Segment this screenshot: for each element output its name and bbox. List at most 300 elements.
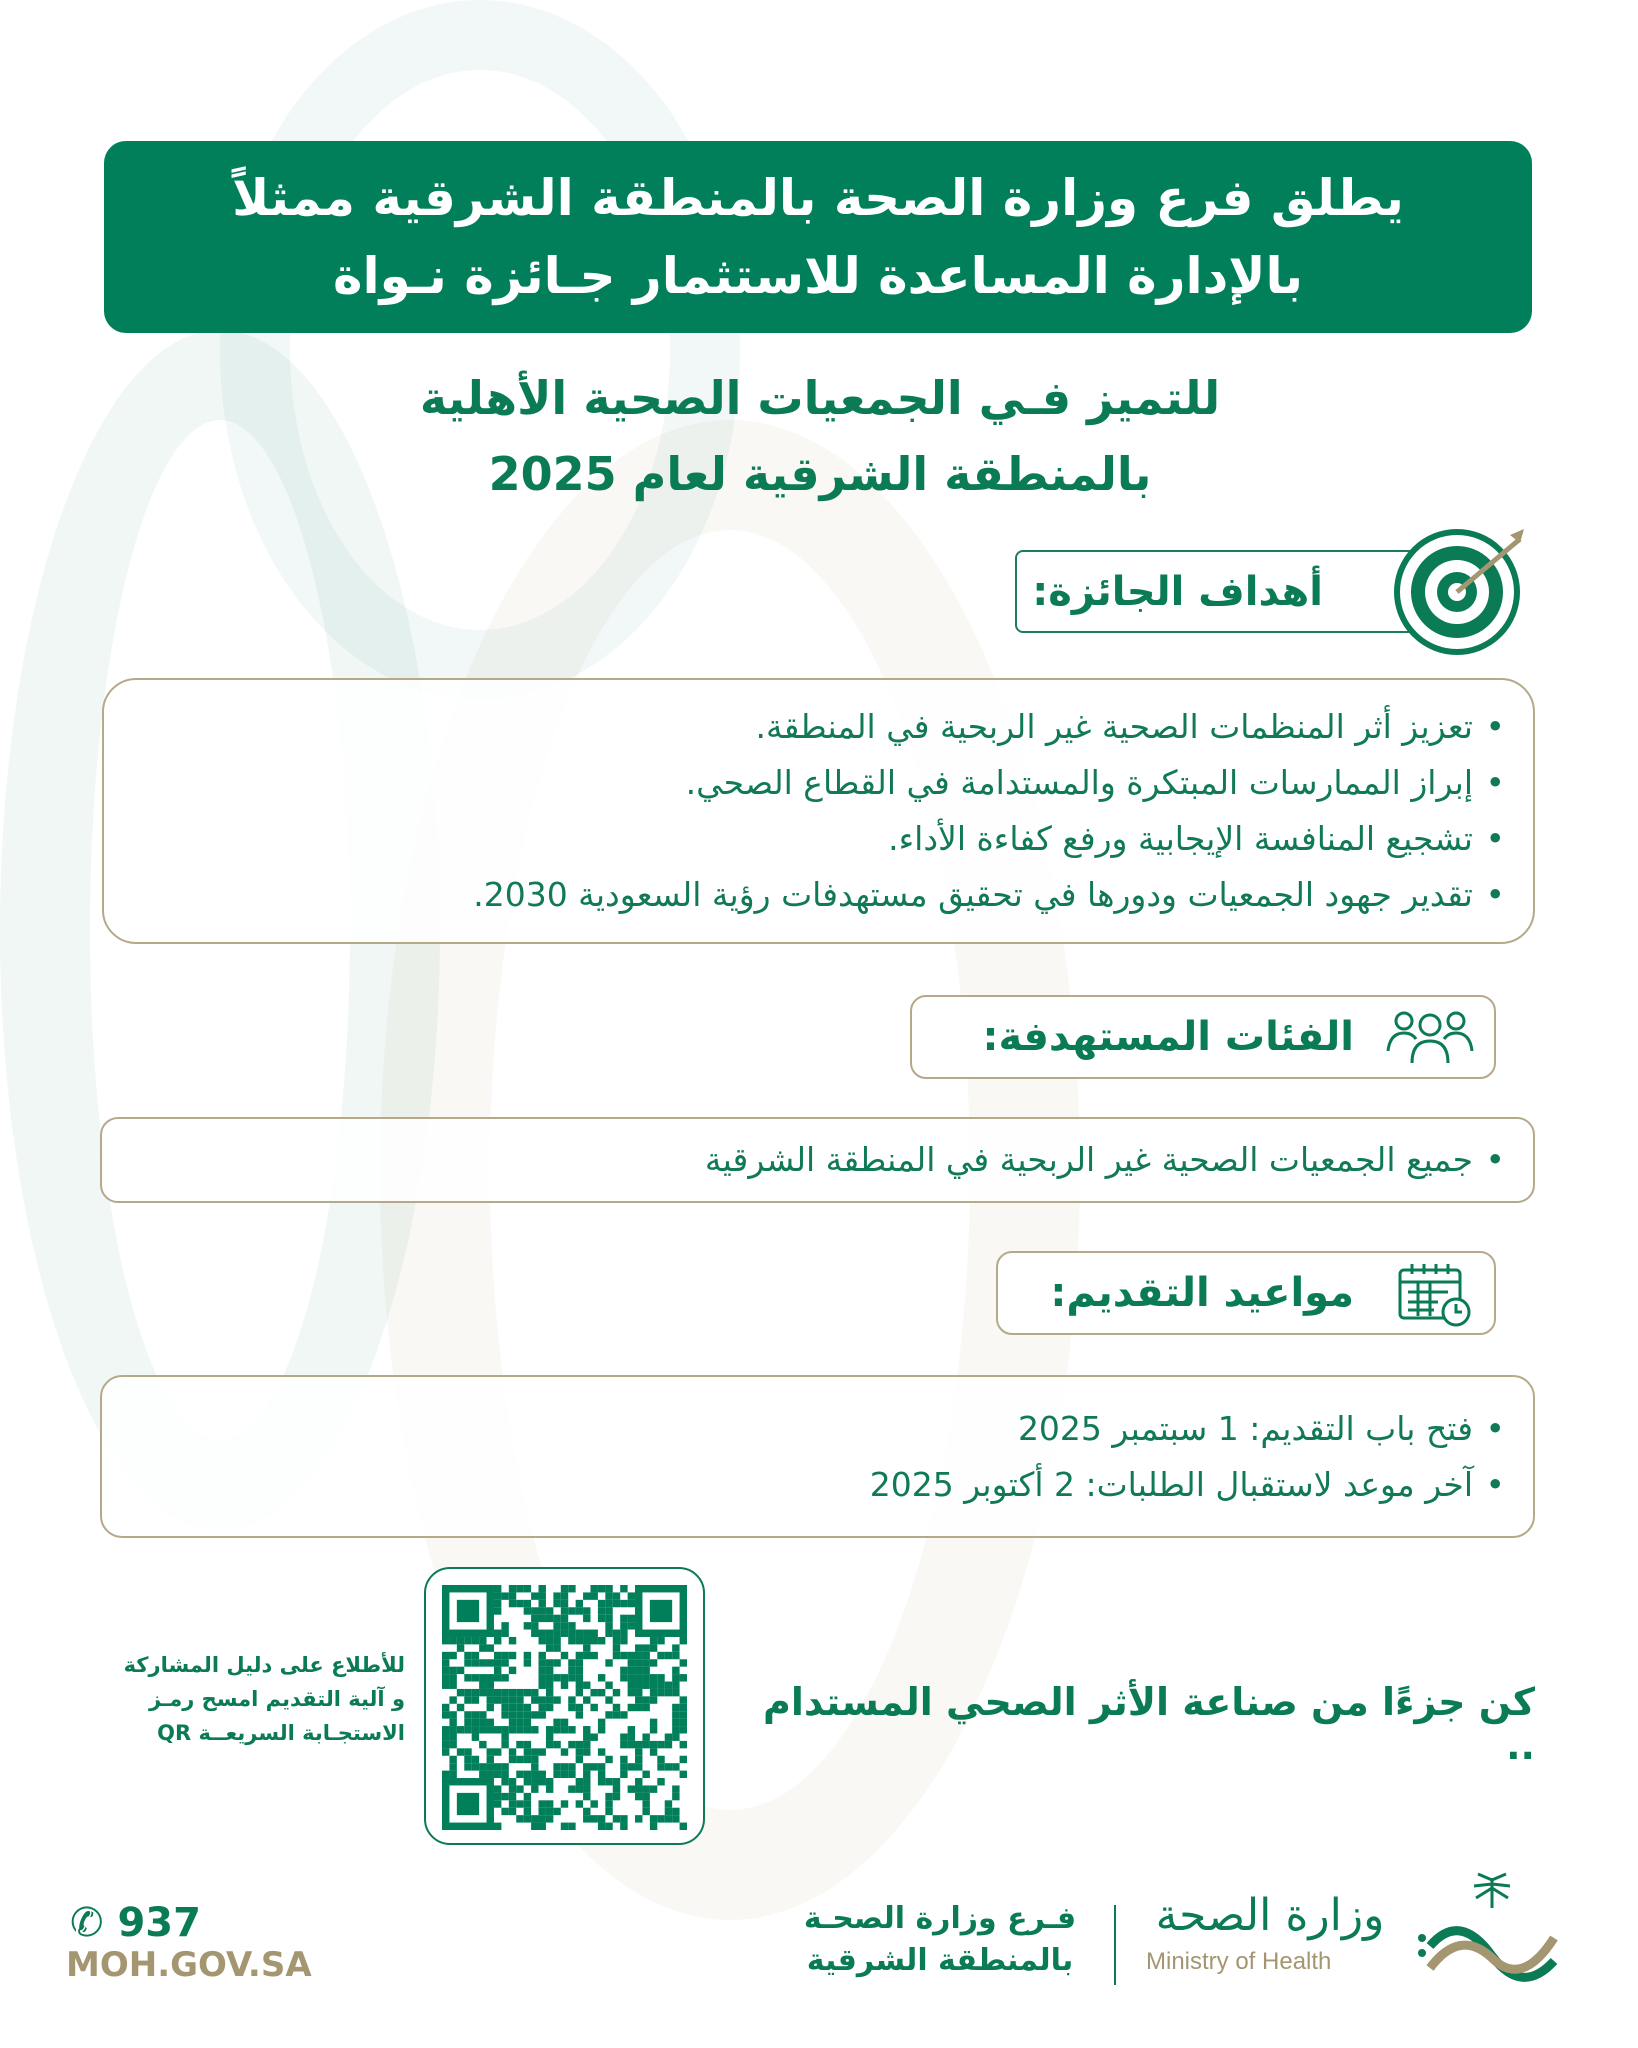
ministry-name-english: Ministry of Health: [1146, 1948, 1332, 1975]
qr-module: [650, 1637, 657, 1644]
qr-module: [568, 1696, 575, 1703]
qr-module: [680, 1704, 687, 1711]
people-group-icon: [1382, 1005, 1478, 1069]
phone-icon: ✆: [70, 1900, 104, 1946]
qr-module: [620, 1741, 627, 1748]
qr-module: [524, 1711, 531, 1718]
phone-text: 937: [117, 1900, 201, 1946]
qr-module: [628, 1667, 635, 1674]
qr-module: [605, 1778, 612, 1785]
qr-module: [657, 1763, 664, 1770]
qr-module: [524, 1704, 531, 1711]
qr-module: [642, 1667, 649, 1674]
qr-module: [524, 1815, 531, 1822]
qr-module: [568, 1704, 575, 1711]
qr-module: [665, 1741, 672, 1748]
qr-module: [576, 1785, 583, 1792]
qr-module: [635, 1748, 642, 1755]
qr-module: [487, 1704, 494, 1711]
qr-module: [635, 1793, 642, 1800]
qr-module: [479, 1711, 486, 1718]
branch-line-2: بالمنطقة الشرقية: [806, 1943, 1074, 1978]
qr-module: [479, 1763, 486, 1770]
qr-module: [464, 1763, 471, 1770]
qr-module: [576, 1659, 583, 1666]
qr-module: [464, 1689, 471, 1696]
date-item: • آخر موعد لاستقبال الطلبات: 2 أكتوبر 2025: [122, 1457, 1473, 1513]
qr-module: [613, 1778, 620, 1785]
qr-module: [516, 1719, 523, 1726]
qr-module: [672, 1808, 679, 1815]
qr-module: [539, 1748, 546, 1755]
qr-module: [590, 1689, 597, 1696]
qr-module: [501, 1592, 508, 1599]
qr-module: [457, 1689, 464, 1696]
qr-module: [635, 1778, 642, 1785]
qr-module: [501, 1741, 508, 1748]
qr-module: [598, 1607, 605, 1614]
qr-module: [650, 1689, 657, 1696]
qr-module: [546, 1800, 553, 1807]
qr-module: [553, 1644, 560, 1651]
qr-module: [605, 1682, 612, 1689]
qr-module: [501, 1778, 508, 1785]
qr-module: [665, 1800, 672, 1807]
qr-module: [494, 1726, 501, 1733]
qr-module: [546, 1630, 553, 1637]
qr-module: [472, 1659, 479, 1666]
qr-module: [576, 1741, 583, 1748]
qr-module: [524, 1756, 531, 1763]
header-line-2: بالإدارة المساعدة للاستثمار جـائزة نـواة: [332, 247, 1304, 305]
qr-module: [457, 1726, 464, 1733]
qr-module: [487, 1689, 494, 1696]
qr-module: [583, 1615, 590, 1622]
qr-module: [680, 1719, 687, 1726]
qr-module: [516, 1726, 523, 1733]
date-item: • فتح باب التقديم: 1 سبتمبر 2025: [122, 1401, 1473, 1457]
qr-module: [568, 1674, 575, 1681]
qr-module: [598, 1585, 605, 1592]
qr-module: [561, 1607, 568, 1614]
qr-module: [442, 1704, 449, 1711]
qr-module: [628, 1785, 635, 1792]
phone-number[interactable]: [70, 1900, 201, 1946]
qr-module: [531, 1711, 538, 1718]
qr-module: [487, 1756, 494, 1763]
qr-module: [553, 1622, 560, 1629]
qr-module: [516, 1785, 523, 1792]
qr-module: [583, 1778, 590, 1785]
qr-module: [635, 1682, 642, 1689]
qr-module: [568, 1667, 575, 1674]
qr-module: [628, 1682, 635, 1689]
qr-module: [628, 1741, 635, 1748]
qr-module: [472, 1756, 479, 1763]
qr-module: [509, 1592, 516, 1599]
qr-module: [561, 1622, 568, 1629]
qr-module: [665, 1763, 672, 1770]
qr-module: [620, 1622, 627, 1629]
qr-module: [635, 1652, 642, 1659]
qr-module: [524, 1622, 531, 1629]
qr-module: [650, 1674, 657, 1681]
qr-module: [524, 1652, 531, 1659]
qr-module: [449, 1763, 456, 1770]
qr-module: [561, 1823, 568, 1830]
footer-divider: [1114, 1905, 1116, 1985]
qr-module: [501, 1711, 508, 1718]
qr-module: [539, 1607, 546, 1614]
qr-module: [620, 1733, 627, 1740]
qr-module: [605, 1615, 612, 1622]
goals-heading: [1015, 550, 1435, 633]
qr-module: [464, 1637, 471, 1644]
qr-module: [501, 1659, 508, 1666]
website-link[interactable]: MOH.GOV.SA: [66, 1945, 312, 1985]
qr-module: [583, 1793, 590, 1800]
qr-module: [464, 1756, 471, 1763]
goal-item: • تقدير جهود الجمعيات ودورها في تحقيق مستهدفات رؤية السعودية 2030.: [124, 867, 1473, 923]
calendar-clock-icon: [1396, 1262, 1476, 1328]
qr-module: [598, 1726, 605, 1733]
qr-module: [605, 1659, 612, 1666]
qr-module: [524, 1741, 531, 1748]
qr-code-frame[interactable]: [424, 1567, 705, 1845]
qr-module: [568, 1771, 575, 1778]
qr-module: [494, 1600, 501, 1607]
qr-module: [546, 1726, 553, 1733]
qr-module: [509, 1689, 516, 1696]
qr-module: [657, 1778, 664, 1785]
qr-module: [642, 1652, 649, 1659]
qr-module: [516, 1711, 523, 1718]
qr-module: [628, 1652, 635, 1659]
qr-module: [516, 1771, 523, 1778]
qr-module: [576, 1778, 583, 1785]
qr-module: [457, 1704, 464, 1711]
qr-module: [620, 1585, 627, 1592]
qr-module: [442, 1771, 449, 1778]
qr-module: [546, 1607, 553, 1614]
qr-module: [583, 1785, 590, 1792]
qr-module: [501, 1689, 508, 1696]
qr-module: [605, 1630, 612, 1637]
qr-module: [553, 1637, 560, 1644]
qr-module: [635, 1667, 642, 1674]
qr-module: [494, 1630, 501, 1637]
qr-module: [605, 1696, 612, 1703]
qr-module: [479, 1741, 486, 1748]
qr-module: [442, 1674, 449, 1681]
qr-module: [509, 1726, 516, 1733]
qr-module: [635, 1689, 642, 1696]
dates-heading-text: مواعيد التقديم:: [1050, 1270, 1354, 1316]
qr-module: [605, 1592, 612, 1599]
qr-module: [539, 1630, 546, 1637]
qr-module: [524, 1778, 531, 1785]
qr-module: [509, 1696, 516, 1703]
qr-module: [665, 1682, 672, 1689]
qr-module: [524, 1726, 531, 1733]
qr-module: [665, 1815, 672, 1822]
qr-module: [672, 1785, 679, 1792]
qr-module: [635, 1756, 642, 1763]
qr-module: [524, 1771, 531, 1778]
qr-module: [494, 1667, 501, 1674]
qr-module: [449, 1682, 456, 1689]
qr-module: [509, 1756, 516, 1763]
qr-module: [620, 1771, 627, 1778]
qr-module: [680, 1696, 687, 1703]
qr-module: [590, 1763, 597, 1770]
qr-module: [531, 1622, 538, 1629]
qr-module: [620, 1815, 627, 1822]
qr-module: [546, 1689, 553, 1696]
qr-module: [553, 1615, 560, 1622]
qr-module: [583, 1763, 590, 1770]
qr-module: [553, 1630, 560, 1637]
qr-module: [472, 1674, 479, 1681]
qr-module: [613, 1815, 620, 1822]
qr-module: [628, 1622, 635, 1629]
qr-module: [487, 1763, 494, 1770]
qr-module: [494, 1793, 501, 1800]
qr-module: [539, 1808, 546, 1815]
qr-module: [568, 1823, 575, 1830]
qr-module: [576, 1667, 583, 1674]
qr-module: [561, 1592, 568, 1599]
qr-module: [620, 1674, 627, 1681]
qr-module: [598, 1615, 605, 1622]
qr-module: [605, 1756, 612, 1763]
qr-module: [509, 1585, 516, 1592]
qr-module: [464, 1652, 471, 1659]
qr-module: [494, 1674, 501, 1681]
qr-module: [620, 1630, 627, 1637]
qr-module: [613, 1600, 620, 1607]
qr-module: [568, 1659, 575, 1666]
qr-module: [613, 1689, 620, 1696]
qr-module: [501, 1733, 508, 1740]
qr-module: [590, 1704, 597, 1711]
qr-module: [576, 1630, 583, 1637]
qr-module: [501, 1808, 508, 1815]
qr-module: [598, 1771, 605, 1778]
qr-module: [546, 1704, 553, 1711]
qr-module: [642, 1800, 649, 1807]
qr-module: [509, 1808, 516, 1815]
qr-module: [442, 1741, 449, 1748]
qr-module: [561, 1719, 568, 1726]
qr-module: [442, 1637, 449, 1644]
qr-module: [680, 1823, 687, 1830]
qr-module: [635, 1704, 642, 1711]
qr-module: [501, 1622, 508, 1629]
qr-module: [524, 1748, 531, 1755]
qr-module: [457, 1667, 464, 1674]
qr-module: [442, 1682, 449, 1689]
qr-module: [657, 1741, 664, 1748]
qr-module: [628, 1592, 635, 1599]
qr-module: [568, 1585, 575, 1592]
qr-code[interactable]: [442, 1585, 687, 1830]
qr-module: [598, 1763, 605, 1770]
qr-finder: [650, 1600, 672, 1622]
qr-module: [487, 1644, 494, 1651]
qr-module: [620, 1637, 627, 1644]
qr-module: [576, 1674, 583, 1681]
goal-item: • إبراز الممارسات المبتكرة والمستدامة في القطاع الصحي.: [124, 755, 1473, 811]
qr-module: [546, 1785, 553, 1792]
qr-module: [539, 1652, 546, 1659]
qr-module: [531, 1823, 538, 1830]
qr-module: [642, 1785, 649, 1792]
qr-module: [657, 1674, 664, 1681]
qr-module: [442, 1659, 449, 1666]
qr-module: [620, 1756, 627, 1763]
qr-module: [539, 1585, 546, 1592]
qr-module: [583, 1637, 590, 1644]
qr-module: [539, 1704, 546, 1711]
qr-module: [672, 1682, 679, 1689]
qr-module: [583, 1771, 590, 1778]
qr-module: [553, 1659, 560, 1666]
qr-module: [494, 1748, 501, 1755]
qr-module: [531, 1748, 538, 1755]
qr-module: [553, 1696, 560, 1703]
qr-module: [605, 1808, 612, 1815]
qr-module: [509, 1800, 516, 1807]
qr-module: [501, 1771, 508, 1778]
qr-module: [539, 1600, 546, 1607]
qr-module: [501, 1793, 508, 1800]
qr-module: [635, 1659, 642, 1666]
qr-module: [472, 1637, 479, 1644]
qr-module: [672, 1719, 679, 1726]
branch-name: [790, 1898, 1090, 1982]
qr-module: [561, 1748, 568, 1755]
qr-module: [494, 1771, 501, 1778]
qr-module: [613, 1704, 620, 1711]
qr-module: [576, 1652, 583, 1659]
qr-module: [509, 1719, 516, 1726]
qr-module: [539, 1674, 546, 1681]
qr-module: [464, 1659, 471, 1666]
qr-module: [546, 1667, 553, 1674]
qr-module: [672, 1652, 679, 1659]
qr-module: [449, 1726, 456, 1733]
qr-module: [472, 1689, 479, 1696]
qr-module: [576, 1704, 583, 1711]
qr-module: [501, 1674, 508, 1681]
qr-module: [576, 1800, 583, 1807]
qr-module: [568, 1741, 575, 1748]
qr-module: [642, 1659, 649, 1666]
qr-module: [642, 1808, 649, 1815]
qr-module: [642, 1733, 649, 1740]
qr-module: [524, 1607, 531, 1614]
qr-module: [449, 1771, 456, 1778]
qr-module: [561, 1630, 568, 1637]
qr-module: [449, 1674, 456, 1681]
tagline: كن جزءًا من صناعة الأثر الصحي المستدام ..: [763, 1680, 1535, 1768]
qr-module: [576, 1748, 583, 1755]
qr-module: [546, 1741, 553, 1748]
qr-module: [680, 1711, 687, 1718]
qr-module: [539, 1659, 546, 1666]
qr-module: [635, 1763, 642, 1770]
qr-module: [553, 1741, 560, 1748]
qr-module: [620, 1763, 627, 1770]
subtitle: [300, 360, 1340, 512]
qr-module: [583, 1644, 590, 1651]
qr-module: [501, 1704, 508, 1711]
qr-module: [516, 1815, 523, 1822]
qr-module: [590, 1652, 597, 1659]
qr-module: [531, 1763, 538, 1770]
qr-module: [531, 1756, 538, 1763]
qr-module: [620, 1600, 627, 1607]
qr-instructions-line: الاستجـابة السريعــة QR: [157, 1721, 405, 1745]
qr-module: [501, 1630, 508, 1637]
qr-module: [449, 1667, 456, 1674]
qr-module: [635, 1696, 642, 1703]
qr-module: [672, 1644, 679, 1651]
qr-module: [472, 1719, 479, 1726]
qr-module: [472, 1696, 479, 1703]
qr-module: [442, 1733, 449, 1740]
qr-module: [464, 1726, 471, 1733]
category-item: • جميع الجمعيات الصحية غير الربحية في المنطقة الشرقية: [122, 1132, 1473, 1188]
qr-module: [457, 1644, 464, 1651]
qr-module: [509, 1704, 516, 1711]
qr-module: [635, 1785, 642, 1792]
qr-module: [516, 1696, 523, 1703]
qr-module: [568, 1637, 575, 1644]
qr-module: [539, 1800, 546, 1807]
qr-module: [605, 1607, 612, 1614]
qr-module: [598, 1637, 605, 1644]
qr-module: [642, 1696, 649, 1703]
qr-module: [546, 1644, 553, 1651]
header-banner: [104, 141, 1532, 333]
qr-module: [561, 1726, 568, 1733]
qr-module: [553, 1771, 560, 1778]
qr-module: [457, 1748, 464, 1755]
goal-item: • تعزيز أثر المنظمات الصحية غير الربحية في المنطقة.: [124, 699, 1473, 755]
qr-module: [628, 1704, 635, 1711]
qr-module: [561, 1585, 568, 1592]
qr-module: [494, 1592, 501, 1599]
qr-module: [590, 1815, 597, 1822]
qr-module: [531, 1771, 538, 1778]
qr-module: [650, 1726, 657, 1733]
qr-module: [590, 1733, 597, 1740]
qr-module: [539, 1637, 546, 1644]
qr-module: [650, 1741, 657, 1748]
qr-module: [442, 1726, 449, 1733]
qr-module: [449, 1637, 456, 1644]
qr-module: [553, 1592, 560, 1599]
qr-module: [531, 1592, 538, 1599]
qr-module: [479, 1689, 486, 1696]
qr-module: [524, 1808, 531, 1815]
qr-module: [553, 1719, 560, 1726]
goals-list: [102, 678, 1535, 944]
qr-module: [598, 1778, 605, 1785]
qr-module: [680, 1741, 687, 1748]
